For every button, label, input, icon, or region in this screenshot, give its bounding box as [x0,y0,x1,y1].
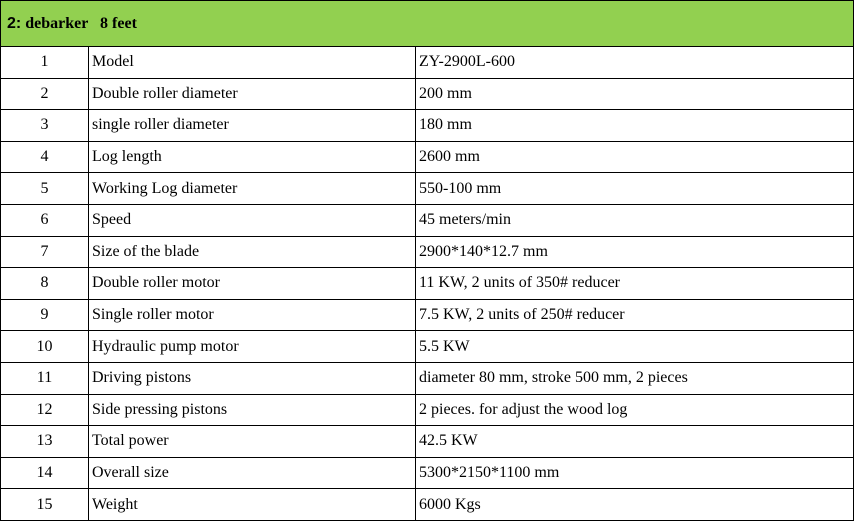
row-number-cell: 12 [1,394,89,426]
row-value-cell: 42.5 KW [416,426,854,458]
row-item-cell: single roller diameter [89,110,416,142]
table-row [1,457,854,489]
row-item-cell: Total power [89,426,416,458]
row-value-cell: 45 meters/min [416,204,854,236]
table-row [1,47,854,79]
table-row [1,426,854,458]
row-item-cell: Speed [89,204,416,236]
table-row [1,141,854,173]
row-item-cell: Side pressing pistons [89,394,416,426]
table-row [1,362,854,394]
row-value-cell: 11 KW, 2 units of 350# reducer [416,268,854,300]
row-item-cell: Overall size [89,457,416,489]
table-title-text: debarker 8 feet [25,14,137,32]
row-number-cell: 2 [1,78,89,110]
table-row [1,489,854,521]
row-item-cell: Double roller motor [89,268,416,300]
row-number-cell: 6 [1,204,89,236]
spec-table-body [1,1,854,521]
row-item-cell: Model [89,47,416,79]
row-number-cell: 3 [1,110,89,142]
row-number-cell: 9 [1,299,89,331]
row-value-cell: 6000 Kgs [416,489,854,521]
row-item-cell: Weight [89,489,416,521]
row-value-cell: ZY-2900L-600 [416,47,854,79]
row-value-cell: 2600 mm [416,141,854,173]
row-number-cell: 14 [1,457,89,489]
row-item-cell: Driving pistons [89,362,416,394]
row-value-cell: 7.5 KW, 2 units of 250# reducer [416,299,854,331]
row-value-cell: 5.5 KW [416,331,854,363]
table-row [1,236,854,268]
row-item-cell: Size of the blade [89,236,416,268]
table-row [1,331,854,363]
row-number-cell: 10 [1,331,89,363]
table-row [1,204,854,236]
row-value-cell: 2 pieces. for adjust the wood log [416,394,854,426]
row-value-cell: 2900*140*12.7 mm [416,236,854,268]
row-item-cell: Working Log diameter [89,173,416,205]
row-number-cell: 8 [1,268,89,300]
row-value-cell: 550-100 mm [416,173,854,205]
table-title-row [1,1,854,47]
table-row [1,299,854,331]
table-title-number: 2: [7,14,22,32]
row-value-cell: 5300*2150*1100 mm [416,457,854,489]
row-item-cell: Single roller motor [89,299,416,331]
row-number-cell: 5 [1,173,89,205]
row-value-cell: 200 mm [416,78,854,110]
row-item-cell: Log length [89,141,416,173]
table-row [1,394,854,426]
row-value-cell: diameter 80 mm, stroke 500 mm, 2 pieces [416,362,854,394]
row-number-cell: 4 [1,141,89,173]
row-number-cell: 1 [1,47,89,79]
row-value-cell: 180 mm [416,110,854,142]
row-item-cell: Hydraulic pump motor [89,331,416,363]
table-row [1,173,854,205]
table-row [1,78,854,110]
table-row [1,268,854,300]
row-number-cell: 11 [1,362,89,394]
table-row [1,110,854,142]
table-title-cell [1,1,854,47]
row-number-cell: 15 [1,489,89,521]
row-number-cell: 13 [1,426,89,458]
row-number-cell: 7 [1,236,89,268]
row-item-cell: Double roller diameter [89,78,416,110]
